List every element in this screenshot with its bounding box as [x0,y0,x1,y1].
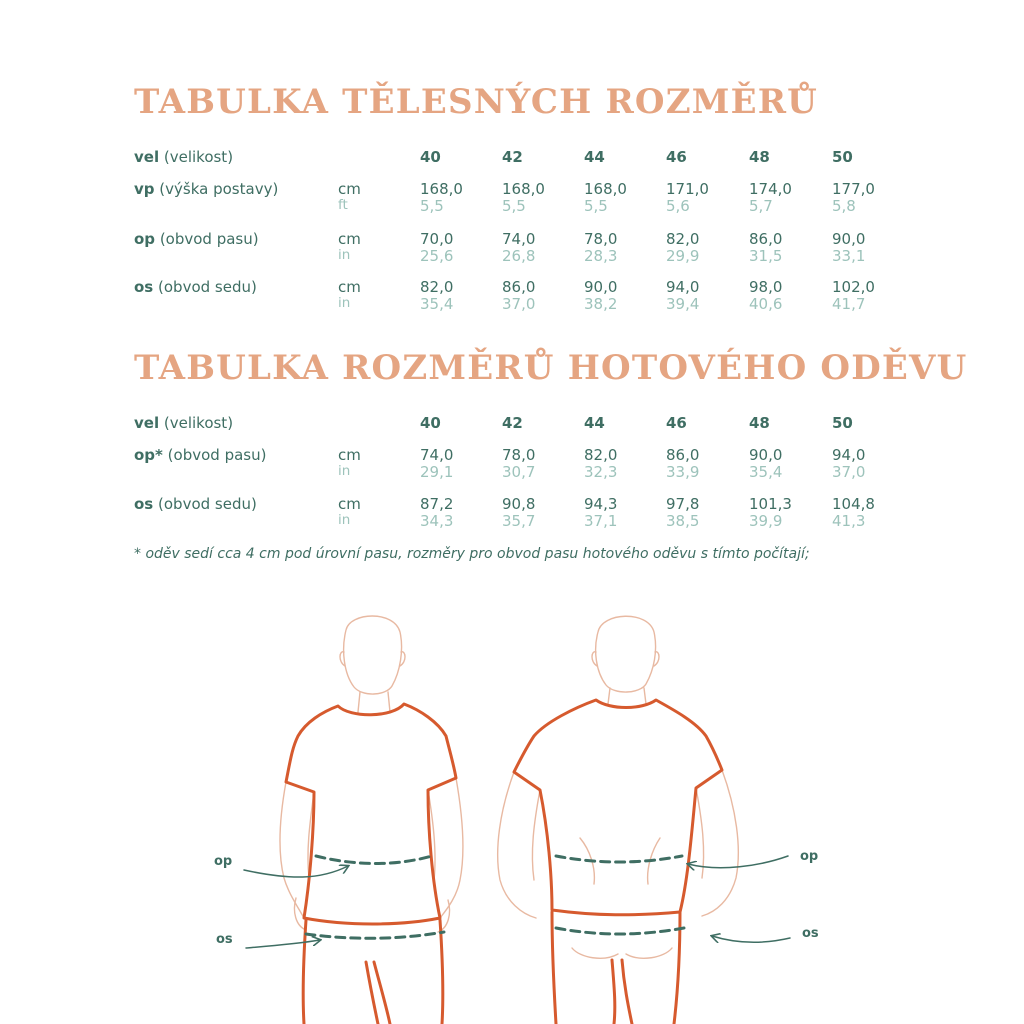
row-desc: (výška postavy) [159,180,279,198]
value-secondary: 26,8 [502,247,536,265]
measurement-illustration [0,580,1024,1024]
unit-secondary: in [338,247,351,263]
size-header: 44 [584,148,605,166]
body-table-title: TABULKA TĚLESNÝCH ROZMĚRŮ [134,82,819,122]
back-waist-line [556,856,682,862]
unit-primary: cm [338,446,361,464]
value-primary: 78,0 [502,446,536,464]
value-primary: 70,0 [420,230,454,248]
front-hip-line [306,932,444,938]
value-primary: 102,0 [832,278,875,296]
value-secondary: 28,3 [584,247,618,265]
value-primary: 104,8 [832,495,875,513]
value-secondary: 37,0 [832,463,866,481]
size-header: 48 [749,414,770,432]
row-label [134,230,259,248]
value-secondary: 41,7 [832,295,866,313]
size-header: 50 [832,148,853,166]
value-secondary: 38,2 [584,295,618,313]
value-secondary: 35,7 [502,512,536,530]
value-secondary: 40,6 [749,295,783,313]
size-header: 46 [666,414,687,432]
row-label [134,495,257,513]
value-secondary: 5,8 [832,197,856,215]
back-arm-right-inner [696,788,704,878]
front-arm-right [440,778,463,918]
value-secondary: 37,0 [502,295,536,313]
size-header: 48 [749,148,770,166]
value-secondary: 37,1 [584,512,618,530]
value-primary: 82,0 [420,278,454,296]
footnote: * oděv sedí cca 4 cm pod úrovní pasu, rozměry pro obvod pasu hotového oděvu s tímto počítají; [134,546,810,562]
size-header: 42 [502,414,523,432]
value-primary: 90,0 [584,278,618,296]
value-primary: 86,0 [666,446,700,464]
value-primary: 90,0 [832,230,866,248]
value-primary: 94,0 [666,278,700,296]
value-primary: 78,0 [584,230,618,248]
back-arm-left [498,772,536,918]
back-hip-line [556,928,684,934]
value-primary: 168,0 [502,180,545,198]
size-header: 40 [420,414,441,432]
unit-secondary: ft [338,197,348,213]
value-primary: 97,8 [666,495,700,513]
row-abbr: op [134,230,156,248]
front-waist-label: op [214,854,233,869]
value-primary: 174,0 [749,180,792,198]
back-hip-arrow [712,936,790,942]
front-waist-arrow [244,866,348,877]
row-abbr: vel [134,414,160,432]
row-label [134,148,233,166]
value-primary: 86,0 [502,278,536,296]
front-hip-arrow [246,940,320,948]
size-header: 40 [420,148,441,166]
back-arm-left-inner [532,790,540,880]
back-figure [498,616,790,1024]
front-neck [358,692,390,712]
value-primary: 74,0 [502,230,536,248]
value-secondary: 5,5 [502,197,526,215]
row-abbr: op* [134,446,163,464]
front-arm-left [280,782,304,918]
value-secondary: 41,3 [832,512,866,530]
back-hip-label: os [802,926,819,941]
size-header: 44 [584,414,605,432]
value-primary: 171,0 [666,180,709,198]
value-secondary: 5,7 [749,197,773,215]
value-primary: 98,0 [749,278,783,296]
row-abbr: os [134,278,154,296]
back-waist-label: op [800,849,819,864]
value-secondary: 33,1 [832,247,866,265]
row-label [134,414,233,432]
value-secondary: 38,5 [666,512,700,530]
front-head [344,616,402,694]
row-label [134,278,257,296]
back-seat-seams [572,948,672,958]
row-desc: (obvod sedu) [158,495,257,513]
row-desc: (velikost) [163,148,234,166]
value-secondary: 35,4 [420,295,454,313]
garment-table-title: TABULKA ROZMĚRŮ HOTOVÉHO ODĚVU [134,348,968,388]
value-secondary: 39,4 [666,295,700,313]
value-primary: 90,0 [749,446,783,464]
value-primary: 86,0 [749,230,783,248]
unit-primary: cm [338,180,361,198]
unit-secondary: in [338,512,351,528]
value-primary: 168,0 [420,180,463,198]
row-abbr: os [134,495,154,513]
value-primary: 177,0 [832,180,875,198]
row-abbr: vp [134,180,155,198]
value-primary: 82,0 [666,230,700,248]
value-secondary: 5,5 [584,197,608,215]
unit-secondary: in [338,295,351,311]
value-secondary: 25,6 [420,247,454,265]
value-secondary: 29,9 [666,247,700,265]
unit-primary: cm [338,230,361,248]
front-hip-label: os [216,932,233,947]
value-secondary: 34,3 [420,512,454,530]
back-head [596,616,656,692]
front-waist-line [316,856,432,864]
row-desc: (velikost) [163,414,234,432]
unit-secondary: in [338,463,351,479]
value-primary: 94,3 [584,495,618,513]
value-secondary: 29,1 [420,463,454,481]
value-secondary: 35,4 [749,463,783,481]
size-header: 50 [832,414,853,432]
value-primary: 82,0 [584,446,618,464]
value-secondary: 31,5 [749,247,783,265]
value-secondary: 5,6 [666,197,690,215]
front-figure [244,616,463,1024]
back-arm-right [702,770,738,916]
row-label [134,180,278,198]
value-secondary: 39,9 [749,512,783,530]
value-primary: 87,2 [420,495,454,513]
row-abbr: vel [134,148,160,166]
unit-primary: cm [338,278,361,296]
size-header: 46 [666,148,687,166]
value-primary: 168,0 [584,180,627,198]
row-label [134,446,266,464]
value-primary: 90,8 [502,495,536,513]
back-tshirt [514,700,722,915]
value-primary: 94,0 [832,446,866,464]
row-desc: (obvod pasu) [167,446,267,464]
size-header: 42 [502,148,523,166]
value-secondary: 5,5 [420,197,444,215]
value-primary: 101,3 [749,495,792,513]
value-secondary: 33,9 [666,463,700,481]
value-primary: 74,0 [420,446,454,464]
back-trousers [552,912,680,1024]
value-secondary: 30,7 [502,463,536,481]
row-desc: (obvod sedu) [158,278,257,296]
row-desc: (obvod pasu) [159,230,259,248]
value-secondary: 32,3 [584,463,618,481]
unit-primary: cm [338,495,361,513]
